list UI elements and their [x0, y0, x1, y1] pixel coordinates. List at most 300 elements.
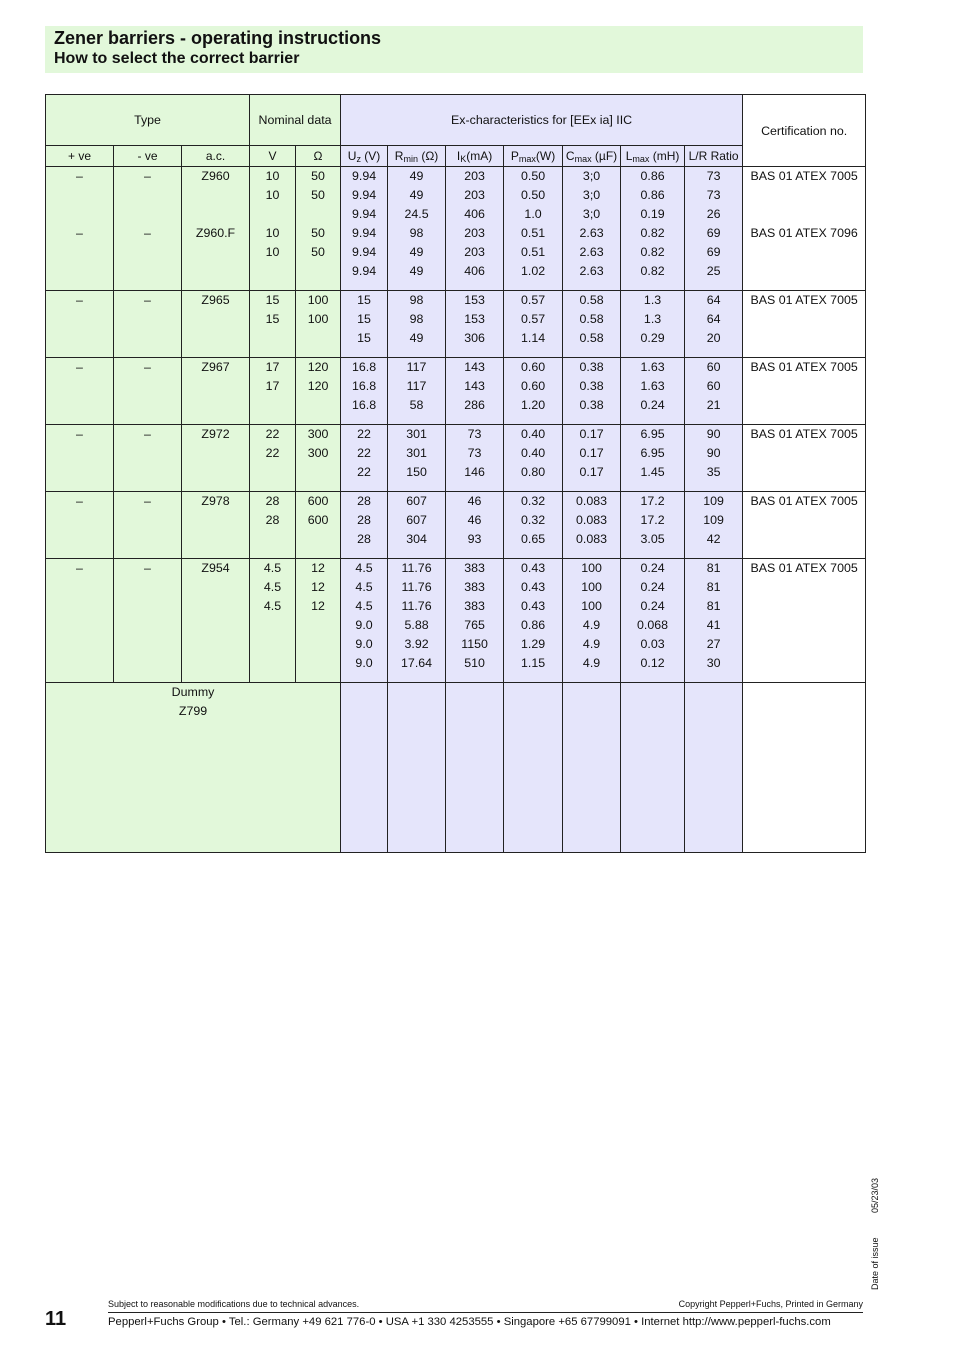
cell-pmax: [504, 167, 563, 291]
cell-value: 4.5: [263, 599, 282, 613]
cell-value: 406: [464, 264, 485, 278]
cell-cert: [743, 492, 866, 559]
dummy-cell: [46, 683, 341, 853]
cell-value: 0.17: [579, 465, 604, 479]
col-header-cmax: $C_{max}$ (µF): [563, 146, 621, 167]
cell-value: 100: [307, 312, 329, 326]
cell-rmin: [388, 358, 446, 425]
cell-value: [46, 511, 113, 530]
cell-value: 0.24: [640, 599, 665, 613]
cell-value: 16.8: [351, 398, 377, 412]
cell-ohm: [296, 167, 341, 291]
cell-ac: [182, 425, 250, 492]
cell-value: [743, 377, 865, 396]
col-header-ohm: Ω: [296, 146, 341, 167]
cell-uz: [341, 492, 388, 559]
page-number: 11: [45, 1308, 67, 1330]
cell-pmax: [504, 492, 563, 559]
cell-value: 1.3: [643, 293, 662, 307]
cell-value: [46, 377, 113, 396]
cell-value: [182, 597, 249, 616]
cell-value: 120: [307, 360, 329, 374]
cell-value: 98: [409, 312, 424, 326]
cell-neg: [114, 291, 182, 358]
cell-value: 0.82: [640, 245, 665, 259]
cell-pos: [46, 358, 114, 425]
table-row: [46, 559, 866, 683]
cell-value: 607: [406, 513, 427, 527]
cell-value: [46, 597, 113, 616]
cell-value: 17.2: [640, 513, 665, 527]
cell-value: 0.82: [640, 264, 665, 278]
cell-value: 1.3: [643, 312, 662, 326]
cell-value: 81: [706, 580, 721, 594]
cell-value: 0.38: [579, 398, 604, 412]
cell-value: 301: [406, 446, 427, 460]
cell-value: 10: [265, 226, 280, 240]
cell-value: 73: [706, 169, 721, 183]
cell-value: 306: [464, 331, 485, 345]
cell-cmax: [563, 291, 621, 358]
cell-value: 0.083: [576, 532, 608, 546]
cell-value: [250, 396, 295, 415]
cell-value: 50: [311, 188, 325, 202]
cell-value: 90: [706, 427, 721, 441]
cell-value: –: [144, 561, 151, 575]
cell-value: [114, 530, 181, 549]
cell-ohm: [296, 358, 341, 425]
cell-value: 69: [706, 226, 721, 240]
cell-value: 16.8: [351, 379, 377, 393]
cell-value: [743, 310, 865, 329]
col-header-neg: - ve: [114, 146, 182, 167]
cell-value: [743, 205, 865, 224]
cell-v: [250, 167, 296, 291]
cell-value: [114, 329, 181, 348]
cell-value: [296, 262, 340, 281]
cell-value: 0.58: [579, 293, 604, 307]
cell-value: –: [76, 169, 83, 183]
cell-value: BAS 01 ATEX 7005: [750, 360, 858, 374]
cell-value: 50: [311, 226, 325, 240]
cell-value: 4.5: [355, 599, 373, 613]
cell-value: 28: [357, 532, 371, 546]
cell-value: BAS 01 ATEX 7005: [750, 293, 858, 307]
cell-uz: [341, 425, 388, 492]
cell-value: 4.9: [582, 618, 601, 632]
cell-value: 117: [406, 379, 427, 393]
cell-value: [250, 463, 295, 482]
cell-v: [250, 425, 296, 492]
cell-value: [182, 329, 249, 348]
cell-value: 46: [467, 513, 482, 527]
cell-value: [46, 463, 113, 482]
cell-value: 203: [464, 188, 485, 202]
cell-ac: [182, 358, 250, 425]
cell-value: 0.50: [520, 169, 546, 183]
type-group-header: Type: [46, 95, 250, 146]
cell-pos: [46, 167, 114, 291]
cell-value: 0.80: [520, 465, 546, 479]
cell-value: 64: [706, 312, 721, 326]
cell-pos: [46, 492, 114, 559]
cell-value: 0.12: [640, 656, 665, 670]
cell-value: 1.20: [520, 398, 546, 412]
cell-value: [46, 444, 113, 463]
cell-value: [296, 396, 340, 415]
cell-value: 73: [467, 446, 482, 460]
cell-value: 22: [357, 465, 371, 479]
cell-value: 3.05: [640, 532, 665, 546]
cell-value: 0.19: [640, 207, 665, 221]
cell-value: Z967: [201, 360, 230, 374]
cell-value: [46, 635, 113, 654]
cell-value: 0.29: [640, 331, 665, 345]
cell-lmax: [621, 358, 685, 425]
cell-cmax: [563, 492, 621, 559]
cell-value: [182, 262, 249, 281]
cell-value: –: [76, 561, 83, 575]
cell-value: [114, 262, 181, 281]
cell-cmax: [563, 358, 621, 425]
cell-cmax: [563, 167, 621, 291]
cell-value: –: [144, 360, 151, 374]
cell-value: [250, 635, 295, 654]
cell-value: 11.76: [401, 580, 432, 594]
cell-value: [743, 396, 865, 415]
cell-value: [182, 444, 249, 463]
cell-value: 406: [464, 207, 485, 221]
dummy-line1: Dummy: [171, 685, 215, 699]
page-title: Zener barriers - operating instructions: [54, 28, 382, 48]
cell-lmax: [621, 291, 685, 358]
cell-value: 0.068: [637, 618, 669, 632]
cell-value: 510: [464, 656, 485, 670]
cell-value: –: [144, 494, 151, 508]
cell-value: [46, 310, 113, 329]
cell-value: 0.65: [520, 532, 546, 546]
table-row: [46, 425, 866, 492]
empty-cell: [446, 683, 504, 853]
cell-value: 4.5: [263, 561, 282, 575]
cell-ac: [182, 559, 250, 683]
cell-value: 15: [357, 331, 371, 345]
cell-value: 383: [464, 580, 485, 594]
cell-ohm: [296, 559, 341, 683]
cell-value: 0.43: [520, 599, 546, 613]
cell-value: 49: [409, 188, 424, 202]
cell-value: [250, 616, 295, 635]
cell-value: 117: [406, 360, 427, 374]
cell-value: 15: [265, 293, 280, 307]
cell-value: 22: [265, 427, 280, 441]
cell-value: 153: [464, 312, 485, 326]
cell-value: [296, 205, 340, 224]
cell-value: 60: [706, 360, 721, 374]
cell-value: 58: [409, 398, 424, 412]
cell-cert: [743, 358, 866, 425]
cell-value: 1.63: [640, 379, 665, 393]
cell-value: 0.24: [640, 580, 665, 594]
cell-value: 146: [464, 465, 485, 479]
cell-value: –: [76, 293, 83, 307]
cell-value: Z978: [201, 494, 230, 508]
cell-value: [182, 635, 249, 654]
ex-group-header: Ex-characteristics for [EEx ia] IIC: [341, 95, 743, 146]
cell-value: 73: [706, 188, 721, 202]
cell-value: 22: [357, 427, 371, 441]
cell-value: 0.38: [579, 360, 604, 374]
cell-value: [114, 186, 181, 205]
empty-cell: [685, 683, 743, 853]
footer-disclaimer: Subject to reasonable modifications due to technical advances.: [108, 1299, 360, 1309]
cell-value: 0.083: [576, 494, 608, 508]
cell-pos: [46, 559, 114, 683]
cell-value: 2.63: [579, 245, 604, 259]
col-header-uz: $U_z$ (V): [341, 146, 388, 167]
cell-value: [182, 578, 249, 597]
empty-cert-cell: [743, 683, 866, 853]
cell-value: 1.15: [520, 656, 546, 670]
cell-value: 24.5: [404, 207, 429, 221]
cell-value: 0.43: [520, 580, 546, 594]
cell-value: 3;0: [582, 207, 601, 221]
cell-value: 143: [464, 360, 485, 374]
cell-cert: [743, 167, 866, 291]
cell-value: 0.60: [520, 379, 546, 393]
cell-value: 49: [409, 264, 424, 278]
cell-value: 81: [706, 561, 721, 575]
cell-value: [296, 654, 340, 673]
cell-value: 3;0: [582, 169, 601, 183]
cell-value: 109: [703, 513, 724, 527]
cell-value: 0.58: [579, 331, 604, 345]
cell-value: 1.63: [640, 360, 665, 374]
cell-ohm: [296, 492, 341, 559]
cell-value: 0.32: [520, 513, 546, 527]
cell-value: 11.76: [401, 561, 432, 575]
cell-rmin: [388, 167, 446, 291]
cell-lr: [685, 167, 743, 291]
cell-value: [743, 243, 865, 262]
cell-pos: [46, 425, 114, 492]
cell-value: 81: [706, 599, 721, 613]
cell-value: 100: [581, 561, 602, 575]
cell-value: [743, 329, 865, 348]
cell-value: 9.94: [351, 169, 377, 183]
cell-value: 25: [706, 264, 721, 278]
cell-value: 0.50: [520, 188, 546, 202]
cell-ik: [446, 291, 504, 358]
cell-value: 0.60: [520, 360, 546, 374]
cell-uz: [341, 358, 388, 425]
cell-lr: [685, 291, 743, 358]
cell-value: 0.57: [520, 312, 546, 326]
cell-value: BAS 01 ATEX 7005: [750, 427, 858, 441]
cell-value: [182, 616, 249, 635]
cell-value: [182, 396, 249, 415]
cell-value: [182, 654, 249, 673]
cell-value: [182, 530, 249, 549]
cell-neg: [114, 425, 182, 492]
cell-cmax: [563, 425, 621, 492]
cell-value: 17: [265, 360, 280, 374]
cell-lmax: [621, 425, 685, 492]
cell-value: 10: [265, 245, 280, 259]
cell-value: [46, 654, 113, 673]
cell-value: 0.57: [520, 293, 546, 307]
cell-value: [46, 396, 113, 415]
cell-value: 9.94: [351, 188, 377, 202]
cell-v: [250, 291, 296, 358]
cell-lmax: [621, 167, 685, 291]
cell-value: 12: [311, 580, 325, 594]
cell-value: 1.14: [520, 331, 546, 345]
cell-value: 301: [406, 427, 427, 441]
cell-value: 0.86: [640, 188, 665, 202]
cell-value: 0.40: [520, 427, 546, 441]
cell-value: BAS 01 ATEX 7005: [750, 561, 858, 575]
cell-value: 64: [706, 293, 721, 307]
cell-value: [182, 310, 249, 329]
cell-value: 383: [464, 599, 485, 613]
cell-value: 0.58: [579, 312, 604, 326]
barrier-table: [45, 94, 866, 853]
cell-value: 4.5: [263, 580, 282, 594]
cell-value: 12: [311, 561, 325, 575]
cell-value: 22: [265, 446, 280, 460]
date-of-issue-label: Date of issue: [870, 1237, 880, 1290]
cell-ac: [182, 492, 250, 559]
cell-value: 4.9: [582, 656, 601, 670]
cell-ohm: [296, 425, 341, 492]
cell-value: 16.8: [351, 360, 377, 374]
dummy-line2: Z799: [178, 704, 208, 718]
cell-value: [114, 463, 181, 482]
cell-value: 0.82: [640, 226, 665, 240]
cell-value: 2.63: [579, 226, 604, 240]
cell-value: 15: [265, 312, 280, 326]
cell-value: [743, 444, 865, 463]
cell-uz: [341, 291, 388, 358]
cell-value: –: [76, 427, 83, 441]
cell-value: [743, 597, 865, 616]
cell-value: 28: [357, 513, 371, 527]
cell-value: 0.17: [579, 446, 604, 460]
cell-value: 6.95: [640, 427, 665, 441]
title-banner: [45, 26, 863, 73]
col-header-rmin: $R_{min}$ (Ω): [388, 146, 446, 167]
cell-rmin: [388, 559, 446, 683]
col-header-lr: L/R Ratio: [685, 146, 743, 167]
cell-value: 27: [706, 637, 721, 651]
cell-value: 10: [265, 188, 280, 202]
cell-value: 60: [706, 379, 721, 393]
cell-value: [182, 511, 249, 530]
cell-value: 17.2: [640, 494, 665, 508]
cell-value: 383: [464, 561, 485, 575]
cell-value: 93: [467, 532, 482, 546]
cell-value: [114, 597, 181, 616]
cell-ac: [182, 167, 250, 291]
cell-value: [114, 635, 181, 654]
cell-value: [114, 616, 181, 635]
cell-value: 0.03: [640, 637, 665, 651]
cell-value: [182, 377, 249, 396]
cell-value: 3.92: [404, 637, 429, 651]
page-subtitle: How to select the correct barrier: [54, 50, 300, 67]
cell-value: [250, 329, 295, 348]
empty-cell: [621, 683, 685, 853]
cell-neg: [114, 559, 182, 683]
cell-value: 100: [581, 599, 602, 613]
cell-value: –: [144, 293, 151, 307]
cell-value: 15: [357, 293, 371, 307]
cell-value: 98: [409, 293, 424, 307]
cell-value: [114, 205, 181, 224]
cell-value: [114, 511, 181, 530]
cell-value: Z954: [201, 561, 230, 575]
cell-value: [296, 635, 340, 654]
cell-value: Z965: [201, 293, 230, 307]
cell-value: [250, 262, 295, 281]
cell-value: [114, 310, 181, 329]
cell-value: 1.45: [640, 465, 665, 479]
cell-value: 4.5: [355, 561, 373, 575]
cell-value: 12: [311, 599, 325, 613]
cell-value: [182, 205, 249, 224]
cell-value: Z972: [201, 427, 230, 441]
cell-value: 150: [406, 465, 427, 479]
empty-cell: [388, 683, 446, 853]
cell-value: 49: [409, 169, 424, 183]
cell-value: 203: [464, 226, 485, 240]
cell-lr: [685, 425, 743, 492]
cell-neg: [114, 492, 182, 559]
cell-value: 11.76: [401, 599, 432, 613]
cell-value: 0.38: [579, 379, 604, 393]
cell-value: 765: [464, 618, 485, 632]
cell-ik: [446, 425, 504, 492]
cell-value: [296, 463, 340, 482]
table-row: [46, 358, 866, 425]
cell-value: 1.29: [520, 637, 546, 651]
cell-value: –: [76, 360, 83, 374]
cell-value: 30: [706, 656, 721, 670]
cell-value: 0.51: [520, 226, 546, 240]
cell-ik: [446, 492, 504, 559]
cell-value: 9.94: [351, 226, 377, 240]
cell-value: –: [144, 226, 151, 240]
table-row: [46, 167, 866, 291]
cell-value: [743, 635, 865, 654]
cell-value: 9.0: [355, 637, 373, 651]
cell-value: 300: [307, 427, 329, 441]
cell-value: 0.32: [520, 494, 546, 508]
table-row: [46, 492, 866, 559]
cell-value: 0.86: [520, 618, 546, 632]
cell-rmin: [388, 291, 446, 358]
cell-value: 21: [706, 398, 721, 412]
cell-value: 9.0: [355, 656, 373, 670]
cell-ac: [182, 291, 250, 358]
cell-value: 1.0: [524, 207, 542, 221]
cell-cert: [743, 559, 866, 683]
cell-value: 17.64: [401, 656, 433, 670]
cell-value: 10: [265, 169, 280, 183]
cell-rmin: [388, 492, 446, 559]
footer-copyright: Copyright Pepperl+Fuchs, Printed in Germany: [678, 1299, 863, 1309]
